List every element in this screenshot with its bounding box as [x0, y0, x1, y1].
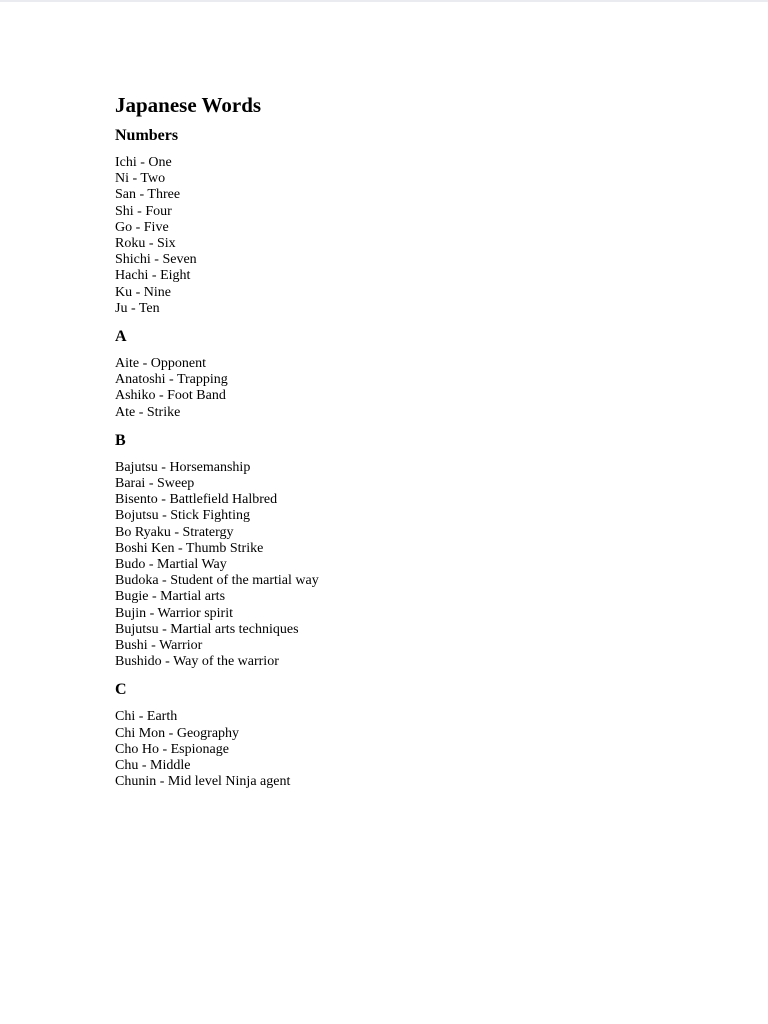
list-item: Ni - Two	[115, 171, 166, 187]
list-item: Chu - Middle	[115, 758, 191, 774]
section-heading-numbers: Numbers	[115, 127, 179, 144]
list-item: Chi Mon - Geography	[115, 725, 240, 741]
section-heading-b: B	[115, 431, 126, 449]
list-item: Cho Ho - Espionage	[115, 741, 229, 757]
list-item: Bisento - Battlefield Halbred	[115, 492, 278, 508]
list-item: Ashiko - Foot Band	[115, 388, 226, 404]
entry-list-a	[115, 356, 675, 421]
list-item: Ichi - One	[115, 155, 172, 170]
section-b	[115, 431, 675, 671]
section-numbers	[115, 126, 675, 317]
list-item: Go - Five	[115, 219, 169, 235]
list-item: Ate - Strike	[115, 404, 181, 420]
list-item: Chunin - Mid level Ninja agent	[115, 774, 291, 790]
list-item: Shichi - Seven	[115, 252, 197, 268]
list-item: Bo Ryaku - Stratergy	[115, 524, 234, 540]
list-item: Roku - Six	[115, 236, 176, 252]
list-item: Bujin - Warrior spirit	[115, 605, 233, 621]
document-title: Japanese Words	[115, 93, 262, 117]
entry-list-b	[115, 460, 675, 671]
list-item: Hachi - Eight	[115, 268, 191, 284]
list-item: Budo - Martial Way	[115, 557, 227, 573]
list-item: Bushido - Way of the warrior	[115, 654, 279, 670]
entry-list-c	[115, 709, 675, 790]
document-content	[115, 92, 675, 801]
list-item: Bushi - Warrior	[115, 638, 203, 654]
section-c	[115, 680, 675, 790]
list-item: Anatoshi - Trapping	[115, 372, 228, 388]
list-item: Ku - Nine	[115, 284, 171, 300]
list-item: Ju - Ten	[115, 300, 160, 316]
list-item: Budoka - Student of the martial way	[115, 573, 319, 589]
list-item: Aite - Opponent	[115, 356, 206, 372]
section-heading-a: A	[115, 328, 127, 346]
list-item: Bajutsu - Horsemanship	[115, 459, 251, 475]
list-item: Barai - Sweep	[115, 476, 195, 492]
list-item: Bujutsu - Martial arts techniques	[115, 621, 299, 637]
list-item: Chi - Earth	[115, 709, 178, 725]
list-item: Shi - Four	[115, 203, 172, 219]
list-item: Bugie - Martial arts	[115, 589, 226, 605]
section-heading-c: C	[115, 681, 127, 699]
section-a	[115, 327, 675, 421]
list-item: Boshi Ken - Thumb Strike	[115, 540, 264, 556]
list-item: San - Three	[115, 187, 181, 203]
entry-list-numbers	[115, 155, 675, 317]
list-item: Bojutsu - Stick Fighting	[115, 508, 250, 524]
